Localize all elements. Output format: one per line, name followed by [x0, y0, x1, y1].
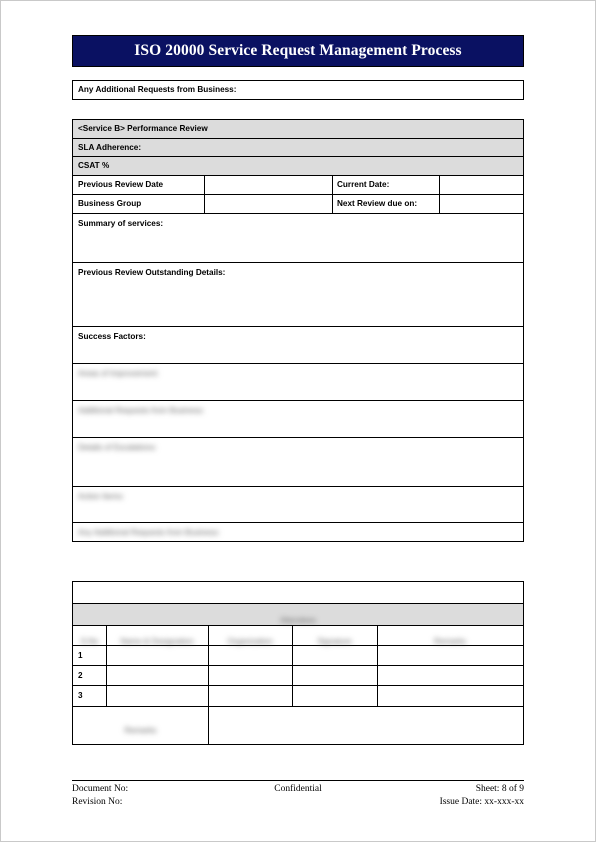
column-header: Signature — [317, 637, 352, 646]
row-number: 2 — [78, 671, 83, 680]
column-header: Name & Designation — [120, 637, 194, 646]
section-title: <Service B> Performance Review — [78, 124, 208, 133]
page-title: ISO 20000 Service Request Management Process — [134, 42, 462, 59]
row-number: 3 — [78, 691, 83, 700]
attendees-title-row — [73, 604, 523, 626]
blurred-label: Additional Requests from Business: — [78, 406, 205, 415]
blurred-row — [73, 401, 523, 438]
table-row — [73, 666, 523, 686]
blurred-label: Any Additional Requests from Business: — [78, 528, 220, 537]
blurred-row — [73, 487, 523, 523]
summary-row — [73, 214, 523, 263]
blurred-row — [73, 523, 523, 543]
blurred-label: Action Items: — [78, 492, 125, 501]
page-footer — [72, 780, 524, 807]
success-row — [73, 327, 523, 364]
outstanding-row — [73, 263, 523, 327]
table-row — [73, 646, 523, 666]
attendees-table — [72, 581, 524, 745]
footer-right — [440, 783, 524, 809]
revision-no: Revision No: — [72, 797, 123, 807]
business-group-label: Business Group — [78, 199, 142, 208]
prev-review-date-label: Previous Review Date — [78, 180, 164, 189]
additional-requests-label: Any Additional Requests from Business: — [78, 85, 237, 94]
blurred-label: Areas of Improvement: — [78, 369, 159, 378]
attendees-spacer-row — [73, 582, 523, 604]
confidential-label: Confidential — [274, 784, 322, 794]
blurred-row — [73, 364, 523, 401]
document-header — [72, 35, 524, 67]
csat-label: CSAT % — [78, 161, 110, 170]
document-no: Document No: — [72, 784, 129, 794]
current-date-label: Current Date: — [337, 180, 390, 189]
business-group-row — [73, 195, 523, 214]
remarks-label: Remarks — [124, 726, 157, 735]
remarks-row — [73, 707, 523, 744]
attendees-header-row — [73, 626, 523, 646]
performance-review-table — [72, 119, 524, 542]
additional-requests-box — [72, 80, 524, 100]
blurred-row — [73, 438, 523, 487]
table-row — [73, 686, 523, 707]
issue-date: Issue Date: xx-xxx-xx — [439, 797, 524, 807]
row-number: 1 — [78, 651, 83, 660]
section-title-row — [73, 120, 523, 139]
attendees-title: Attendees — [279, 616, 317, 625]
sla-row — [73, 139, 523, 157]
summary-label: Summary of services: — [78, 219, 164, 228]
review-date-row — [73, 176, 523, 195]
sla-label: SLA Adherence: — [78, 143, 142, 152]
success-label: Success Factors: — [78, 332, 146, 341]
csat-row — [73, 157, 523, 176]
column-header: S.No — [80, 637, 99, 646]
column-header: Remarks — [433, 637, 466, 646]
column-header: Organization — [227, 637, 273, 646]
blurred-label: Details of Escalations: — [78, 443, 157, 452]
sheet-number: Sheet: 8 of 9 — [475, 784, 524, 794]
outstanding-label: Previous Review Outstanding Details: — [78, 268, 226, 277]
next-review-label: Next Review due on: — [337, 199, 418, 208]
